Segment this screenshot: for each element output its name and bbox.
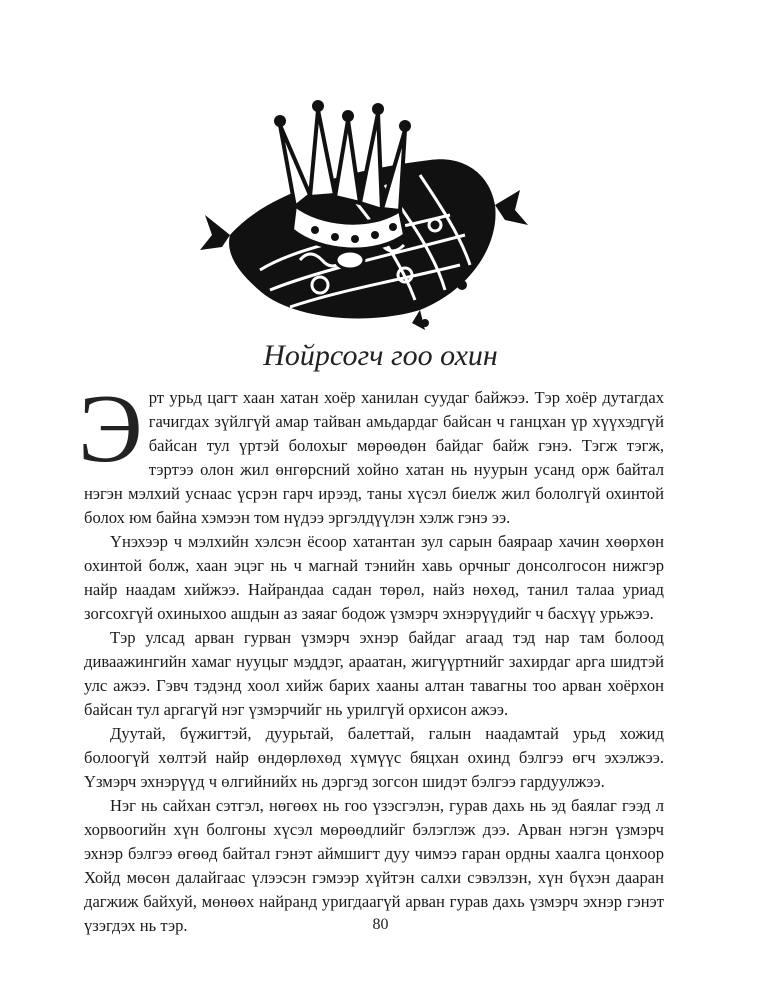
crown-on-cushion-icon bbox=[200, 85, 530, 335]
story-text bbox=[78, 375, 664, 938]
paragraph-4: Дуутай, бүжигтэй, дуурьтай, балеттай, галын наадамтай урьд хожид болоогүй хөлтэй найр өндөрлөхөд хүмүүс бяцхан охинд бэлгээ өгч эхэлжээ. Үзмэрч эхнэрүүд ч өлгийнийх нь дэргэд зогсон шидэт бэлгээ гардуулжээ. bbox=[84, 724, 664, 791]
drop-cap: Э bbox=[78, 375, 143, 483]
paragraph-1 bbox=[78, 375, 664, 530]
paragraph-1-text: рт урьд цагт хаан хатан хоёр ханилан суудаг байжээ. Тэр хоёр дутагдах гачигдах зүйлгүй амар тайван амьдардаг байсан ч ганцхан үр хүүхэдгүй байсан тул үртэй болохыг мөрөөдөн байдаг байж гэнэ. Тэгж тэгж, тэртээ олон жил өнгөрсний хойно хатан нь нуурын усанд орж байтал нэгэн мэлхий уснаас үсрэн гарч ирээд, таны хүсэл биелж жил бололгүй охинтой болох юм байна хэмээн том нүдээ эргэлдүүлэн хэлж гэнэ ээ. bbox=[84, 388, 664, 527]
paragraph-3: Тэр улсад арван гурван үзмэрч эхнэр байдаг агаад тэд нар там болоод диваажингийн хамаг нууцыг мэддэг, араатан, жигүүртнийг захирдаг арга шидтэй улс ажээ. Гэвч тэдэнд хоол хийж барих хааны алтан тавагны тоо арван хоёрхон байсан тул аргагүй нэг үзмэрчийг нь урилгүй орхисон ажээ. bbox=[84, 628, 664, 719]
crown-points bbox=[280, 110, 405, 211]
page-number: 80 bbox=[372, 916, 389, 933]
paragraph-5: Нэг нь сайхан сэтгэл, нөгөөх нь гоо үзэсгэлэн, гурав дахь нь эд баялаг гээд л хорвоогийн хүн болгоны хүсэл мөрөөдлийг бэлэглэж дээ. Арван нэгэн үзмэрч эхнэр бэлгээ өгөөд байтал гэнэт аймшигт дуу чимээ гаран ордны хаалга цонхоор Хойд мөсөн далайгаас үлээсэн гэмээр хүйтэн салхи сэвэлзэн, хүн бүхэн дааран дагжиж байхуй, мөнөөх найранд уригдаагүй арван гурав дахь үзмэрч эхнэр гэнэт үзэгдэх нь тэр. bbox=[84, 796, 664, 935]
crown-tips bbox=[274, 100, 411, 132]
story-title: Нойрсогч гоо охин bbox=[263, 339, 498, 372]
paragraph-2: Үнэхээр ч мэлхийн хэлсэн ёсоор хатантан зул сарын баяраар хачин хөөрхөн охинтой болж, хаан эцэг нь ч магнай тэнийн хавь орчныг донсолгосон нижгэр найр наадам хийжээ. Найрандаа садан төрөл, найз нөхөд, танил талаа уриад зогсохгүй охиныхоо ашдын аз заяаг бодож үзмэрч эхнэрүүдийг ч басхүү урьжээ. bbox=[84, 532, 664, 623]
crown-jewel bbox=[336, 251, 364, 269]
